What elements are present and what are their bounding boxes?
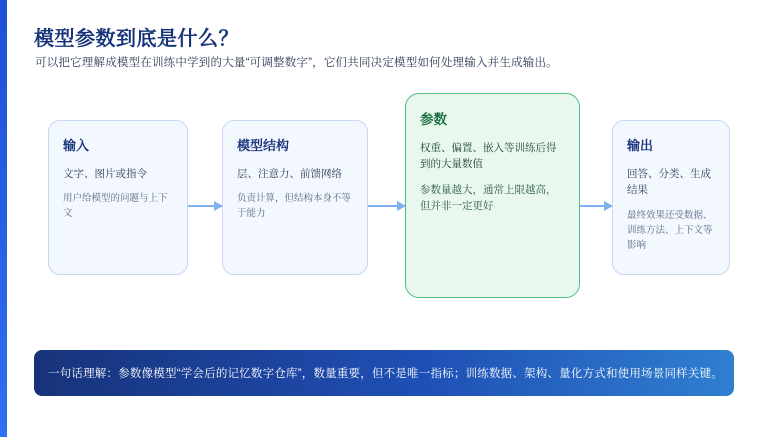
card-line-input: 文字、图片或指令: [63, 168, 147, 180]
page-title: 模型参数到底是什么？: [34, 28, 239, 50]
flow-card-output: [612, 120, 730, 275]
page-subtitle: 可以把它理解成模型在训练中学到的大量“可调整数字”，它们共同决定模型如何处理输入并生成输出。: [35, 57, 558, 69]
card-title-output: 输出: [627, 138, 654, 153]
arrow-structure-to-params: [368, 205, 405, 207]
flow-card-input: [48, 120, 188, 275]
card-title-input: 输入: [63, 138, 90, 153]
arrow-input-to-structure: [188, 205, 222, 207]
card-sub-params: 参数量越大，通常上限越高，但并非一定更好: [420, 183, 557, 213]
card-sub-output: 最终效果还受数据、训练方法、上下文等影响: [627, 209, 713, 251]
flow-card-structure: [222, 120, 368, 275]
card-title-params: 参数: [420, 112, 447, 127]
card-line-structure: 层、注意力、前馈网络: [237, 168, 342, 180]
card-line-output: 回答、分类、生成结果: [627, 168, 711, 197]
summary-banner: [34, 350, 734, 396]
card-line-params: 权重、偏置、嵌入等训练后得到的大量数值: [420, 142, 557, 171]
flow-card-params: [405, 93, 580, 298]
flow-diagram: [0, 90, 765, 310]
summary-banner-text: 一句话理解：参数像模型“学会后的记忆数字仓库”，数量重要，但不是唯一指标；训练数据、架构、量化方式和使用场景同样关键。: [48, 368, 723, 380]
card-sub-input: 用户给模型的问题与上下文: [63, 193, 168, 220]
card-sub-structure: 负责计算，但结构本身不等于能力: [237, 193, 352, 220]
card-title-structure: 模型结构: [237, 138, 290, 153]
arrow-params-to-output: [580, 205, 612, 207]
